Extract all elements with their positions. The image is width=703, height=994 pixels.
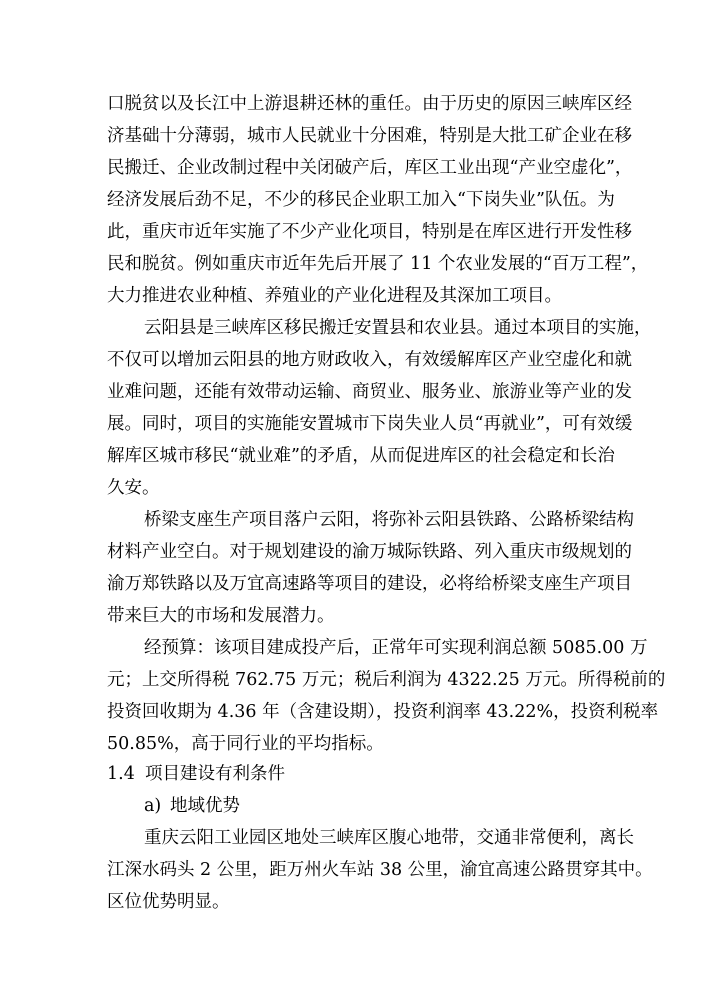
paragraph-2-line-1: 云阳县是三峡库区移民搬迁安置县和农业县。通过本项目的实施， xyxy=(144,318,652,338)
paragraph-3-line-4: 带来巨大的市场和发展潜力。 xyxy=(107,606,335,626)
paragraph-2-line-2: 不仅可以增加云阳县的地方财政收入，有效缓解库区产业空虚化和就 xyxy=(107,350,632,370)
paragraph-4-line-2: 元；上交所得税 762.75 万元；税后利润为 4322.25 万元。所得税前的 xyxy=(107,670,666,690)
paragraph-4-line-4: 50.85%，高于同行业的平均指标。 xyxy=(107,734,384,754)
paragraph-1-line-6: 民和脱贫。例如重庆市近年先后开展了 11 个农业发展的“百万工程”， xyxy=(107,254,649,274)
final-paragraph-line-1: 重庆云阳工业园区地处三峡库区腹心地带，交通非常便利，离长 xyxy=(144,828,634,848)
paragraph-1-line-1: 口脱贫以及长江中上游退耕还林的重任。由于历史的原因三峡库区经 xyxy=(107,94,632,114)
section-heading xyxy=(107,763,285,785)
paragraph-1-line-2: 济基础十分薄弱，城市人民就业十分困难，特别是大批工矿企业在移 xyxy=(107,126,632,146)
paragraph-3-line-1: 桥梁支座生产项目落户云阳，将弥补云阳县铁路、公路桥梁结构 xyxy=(144,510,634,530)
subsection-heading xyxy=(144,795,240,817)
final-paragraph-line-2: 江深水码头 2 公里，距万州火车站 38 公里，渝宜高速公路贯穿其中。 xyxy=(107,860,653,880)
paragraph-3-line-2: 材料产业空白。对于规划建设的渝万城际铁路、列入重庆市级规划的 xyxy=(107,542,632,562)
subsection-title: 地域优势 xyxy=(170,796,240,816)
section-title: 项目建设有利条件 xyxy=(145,764,285,784)
final-paragraph-line-3: 区位优势明显。 xyxy=(107,892,230,912)
paragraph-1-line-3: 民搬迁、企业改制过程中关闭破产后，库区工业出现“产业空虚化”， xyxy=(107,158,633,178)
paragraph-1-line-7: 大力推进农业种植、养殖业的产业化进程及其深加工项目。 xyxy=(107,286,562,306)
section-number: 1.4 xyxy=(107,764,135,784)
paragraph-1-line-5: 此，重庆市近年实施了不少产业化项目，特别是在库区进行开发性移 xyxy=(107,222,632,242)
subsection-number: a) xyxy=(144,796,162,816)
paragraph-1-line-4: 经济发展后劲不足，不少的移民企业职工加入“下岗失业”队伍。为 xyxy=(107,190,615,210)
paragraph-2-line-6: 久安。 xyxy=(107,478,160,498)
paragraph-3-line-3: 渝万郑铁路以及万宜高速路等项目的建设，必将给桥梁支座生产项目 xyxy=(107,574,632,594)
paragraph-2-line-4: 展。同时，项目的实施能安置城市下岗失业人员“再就业”，可有效缓 xyxy=(107,414,633,434)
paragraph-4-line-3: 投资回收期为 4.36 年（含建设期），投资利润率 43.22%，投资利税率 xyxy=(107,702,659,722)
paragraph-2-line-5: 解库区城市移民“就业难”的矛盾，从而促进库区的社会稳定和长治 xyxy=(107,446,615,466)
paragraph-2-line-3: 业难问题，还能有效带动运输、商贸业、服务业、旅游业等产业的发 xyxy=(107,382,632,402)
paragraph-4-line-1: 经预算：该项目建成投产后，正常年可实现利润总额 5085.00 万 xyxy=(144,638,648,658)
